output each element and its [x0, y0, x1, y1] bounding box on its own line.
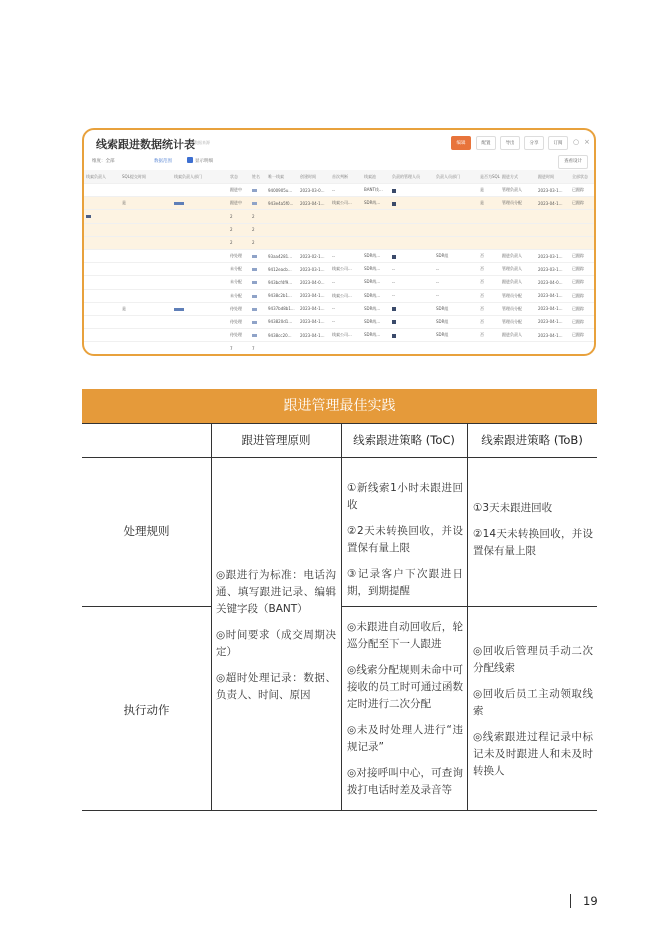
column-header[interactable]: 负责的管理人员	[390, 170, 434, 184]
redacted-manager	[392, 255, 396, 259]
table-cell	[120, 210, 172, 223]
table-cell: 已跟踪	[570, 289, 596, 302]
table-cell: 2023-04-1...	[298, 302, 330, 315]
redacted-name	[252, 321, 257, 324]
table-cell	[120, 236, 172, 249]
toc-action: ◎对接呼叫中心，可查询拨打电话时差及录音等	[347, 767, 463, 796]
table-cell	[120, 289, 172, 302]
table-cell: 2023-04-0...	[298, 276, 330, 289]
table-cell: SDR线...	[362, 249, 390, 262]
table-cell: 是	[120, 197, 172, 210]
table-cell	[434, 197, 478, 210]
table-cell	[536, 236, 570, 249]
table-cell	[390, 184, 434, 197]
tob-actions-cell	[473, 643, 593, 789]
table-row[interactable]	[84, 289, 596, 302]
table-row[interactable]	[84, 302, 596, 315]
table-cell: 2023-04-1...	[298, 197, 330, 210]
principle-item: ◎超时处理记录：数据、负责人、时间、原因	[216, 672, 336, 701]
column-header[interactable]: 全部状态	[570, 170, 596, 184]
table-cell: 2023-04-1...	[536, 197, 570, 210]
table-cell: 93aa4281...	[266, 249, 298, 262]
redacted-manager	[392, 320, 396, 324]
table-cell	[478, 342, 500, 355]
table-cell	[250, 276, 266, 289]
table-cell: 是	[478, 184, 500, 197]
redacted-manager	[392, 334, 396, 338]
table-cell	[478, 210, 500, 223]
table-row[interactable]	[84, 276, 596, 289]
table-cell	[298, 210, 330, 223]
table-cell	[84, 289, 120, 302]
table-cell: 跟进中	[228, 184, 250, 197]
table-cell: 是	[478, 197, 500, 210]
table-cell	[120, 263, 172, 276]
table-cell	[120, 315, 172, 328]
table-cell	[298, 342, 330, 355]
table-cell: 待处理	[228, 249, 250, 262]
table-cell	[266, 236, 298, 249]
table-cell: 否	[478, 263, 500, 276]
column-header[interactable]: 状态	[228, 170, 250, 184]
table-cell	[478, 236, 500, 249]
table-cell	[84, 263, 120, 276]
report-table	[84, 170, 596, 355]
table-cell	[84, 184, 120, 197]
share-button[interactable]: 分享	[524, 136, 544, 150]
table-row[interactable]	[84, 249, 596, 262]
show-detail-label: 显示明细	[195, 159, 213, 164]
table-cell: 943820d1...	[266, 315, 298, 328]
table-cell	[84, 249, 120, 262]
table-cell	[172, 276, 228, 289]
table-cell	[120, 276, 172, 289]
table-cell	[570, 210, 596, 223]
table-cell	[330, 223, 362, 236]
toc-rule: ③记录客户下次跟进日期，到期提醒	[347, 568, 463, 597]
table-cell: 否	[478, 289, 500, 302]
redacted-department	[174, 202, 184, 205]
column-header[interactable]: 负责人员部门	[434, 170, 478, 184]
table-cell: SDR线...	[362, 289, 390, 302]
table-cell	[250, 249, 266, 262]
table-cell: 已跟踪	[570, 302, 596, 315]
table-cell	[390, 249, 434, 262]
table-cell: 9437bd8b1...	[266, 302, 298, 315]
table-cell	[362, 236, 390, 249]
table-cell: SDR组	[434, 302, 478, 315]
table-cell: 2	[250, 210, 266, 223]
table-cell: 7	[250, 342, 266, 355]
report-screenshot	[82, 128, 596, 356]
table-row[interactable]	[84, 236, 596, 249]
table-cell: 已跟踪	[570, 197, 596, 210]
column-header[interactable]: SQL提交时间	[120, 170, 172, 184]
table-cell	[84, 329, 120, 342]
table-row[interactable]	[84, 315, 596, 328]
redacted-name	[252, 334, 257, 337]
table-cell: 2023-04-1...	[298, 329, 330, 342]
refresh-icon[interactable]: ○	[573, 138, 580, 146]
table-cell: 2	[228, 223, 250, 236]
table-cell: 2023-04-1...	[536, 329, 570, 342]
table-cell: 否	[478, 276, 500, 289]
table-cell: 已跟踪	[570, 263, 596, 276]
table-cell	[172, 263, 228, 276]
column-header[interactable]: 唯一线索	[266, 170, 298, 184]
table-row[interactable]	[84, 197, 596, 210]
tob-action: ◎回收后员工主动领取线索	[473, 688, 593, 717]
table-cell: 否	[478, 329, 500, 342]
column-header[interactable]: 创建时间	[298, 170, 330, 184]
table-cell: SDR线...	[362, 263, 390, 276]
table-cell: 已跟踪	[570, 276, 596, 289]
table-cell: 2023-04-1...	[298, 289, 330, 302]
table-cell: 2023-02-1...	[298, 249, 330, 262]
column-header[interactable]: 姓名	[250, 170, 266, 184]
table-cell	[172, 184, 228, 197]
table-cell: 线索公司...	[330, 197, 362, 210]
table-cell	[330, 342, 362, 355]
table-cell: BANT线...	[362, 184, 390, 197]
table-cell	[390, 342, 434, 355]
table-cell	[500, 342, 536, 355]
table-cell: 2023-04-1...	[536, 289, 570, 302]
table-cell	[84, 197, 120, 210]
table-cell	[172, 329, 228, 342]
table-cell	[390, 197, 434, 210]
table-cell: --	[390, 276, 434, 289]
table-row[interactable]	[84, 210, 596, 223]
redacted-name	[252, 308, 257, 311]
table-cell: 跟进负责人	[500, 329, 536, 342]
table-cell: SDR线...	[362, 197, 390, 210]
redacted-manager	[392, 202, 396, 206]
best-practice-title: 跟进管理最佳实践	[82, 389, 597, 423]
table-cell	[120, 249, 172, 262]
page-number: 19	[583, 894, 598, 908]
table-cell: 否	[478, 249, 500, 262]
row-rules-label: 处理规则	[123, 524, 170, 538]
table-cell: SDR组	[434, 315, 478, 328]
table-cell	[120, 184, 172, 197]
table-cell	[434, 184, 478, 197]
redacted-manager	[392, 307, 396, 311]
table-cell: 否	[478, 302, 500, 315]
table-cell: 是	[120, 302, 172, 315]
table-cell: SDR线...	[362, 315, 390, 328]
table-cell	[120, 342, 172, 355]
table-cell	[172, 236, 228, 249]
table-cell	[570, 236, 596, 249]
table-cell	[390, 302, 434, 315]
table-cell	[266, 223, 298, 236]
table-cell	[172, 302, 228, 315]
table-cell	[390, 329, 434, 342]
table-cell	[478, 223, 500, 236]
filter-dimension[interactable]: 维度：全部	[92, 159, 115, 164]
column-header[interactable]: 线索负责人	[84, 170, 120, 184]
table-cell	[500, 223, 536, 236]
table-cell: SDR线...	[362, 329, 390, 342]
table-cell: 已跟踪	[570, 184, 596, 197]
table-cell	[500, 210, 536, 223]
table-cell	[536, 342, 570, 355]
data-range-button[interactable]: 数据范围	[154, 159, 172, 164]
toc-rules-cell	[347, 480, 463, 609]
table-cell	[536, 223, 570, 236]
report-subtitle: 数据来源	[194, 140, 210, 145]
table-cell	[390, 223, 434, 236]
table-cell: 7	[228, 342, 250, 355]
table-cell: 943bcf4f9...	[266, 276, 298, 289]
table-cell	[250, 289, 266, 302]
table-cell: 跟进负责人	[500, 276, 536, 289]
table-cell: 9438c2b1...	[266, 289, 298, 302]
table-cell	[84, 276, 120, 289]
table-cell: --	[434, 263, 478, 276]
table-cell	[250, 197, 266, 210]
table-cell	[330, 210, 362, 223]
table-cell: 跟进负责人	[500, 249, 536, 262]
table-row[interactable]	[84, 184, 596, 197]
table-cell	[250, 263, 266, 276]
table-cell: 943e4a5f0...	[266, 197, 298, 210]
config-button[interactable]: 配置	[476, 136, 496, 150]
table-cell: 2	[228, 236, 250, 249]
table-cell	[84, 236, 120, 249]
column-header[interactable]: 线索池	[362, 170, 390, 184]
table-cell	[500, 236, 536, 249]
table-cell: 跟进中	[228, 197, 250, 210]
table-cell	[536, 210, 570, 223]
table-cell: --	[330, 249, 362, 262]
table-cell	[172, 249, 228, 262]
table-cell: 9438cc20...	[266, 329, 298, 342]
table-cell: 2023-03-1...	[298, 263, 330, 276]
toc-action: ◎未及时处理人进行“违规记录”	[347, 724, 463, 753]
table-cell: 已跟踪	[570, 329, 596, 342]
table-cell	[172, 223, 228, 236]
column-header[interactable]: 跟进时间	[536, 170, 570, 184]
edit-button[interactable]: 编辑	[451, 136, 471, 150]
show-detail-checkbox[interactable]	[187, 157, 193, 163]
table-cell: 已跟踪	[570, 315, 596, 328]
principle-cell	[216, 567, 336, 713]
table-cell	[330, 236, 362, 249]
table-cell: 管理负责人	[500, 184, 536, 197]
table-cell	[250, 184, 266, 197]
toc-rule: ①新线索1小时未跟进回收	[347, 482, 463, 511]
table-cell: --	[330, 276, 362, 289]
table-cell	[172, 197, 228, 210]
table-cell	[266, 210, 298, 223]
table-cell	[120, 223, 172, 236]
toc-action: ◎线索分配规则未命中可接收的员工时可通过函数定时进行二次分配	[347, 664, 463, 710]
table-cell: 已跟踪	[570, 249, 596, 262]
table-cell: 管理员分配	[500, 197, 536, 210]
column-header[interactable]: 首次判断	[330, 170, 362, 184]
table-cell	[172, 315, 228, 328]
table-row[interactable]	[84, 342, 596, 355]
toc-actions-cell	[347, 619, 463, 808]
subscribe-button[interactable]: 订阅	[548, 136, 568, 150]
table-cell: 2023-03-1...	[536, 263, 570, 276]
table-cell: 待处理	[228, 315, 250, 328]
table-cell: 2023-03-0...	[298, 184, 330, 197]
principle-item: ◎跟进行为标准：电话沟通、填写跟进记录、编辑关键字段（BANT）	[216, 569, 336, 615]
table-cell	[172, 342, 228, 355]
table-cell: 线索公司...	[330, 289, 362, 302]
table-cell	[570, 342, 596, 355]
table-cell	[434, 223, 478, 236]
table-cell	[390, 210, 434, 223]
table-cell: --	[434, 289, 478, 302]
table-cell: 管理员分配	[500, 289, 536, 302]
table-cell: 未分配	[228, 289, 250, 302]
table-cell: SDR组	[434, 249, 478, 262]
table-cell	[362, 210, 390, 223]
table-row[interactable]	[84, 263, 596, 276]
table-cell	[250, 315, 266, 328]
table-cell	[84, 223, 120, 236]
table-cell: 2023-04-1...	[536, 315, 570, 328]
table-cell: 2023-03-1...	[536, 249, 570, 262]
table-cell: 2023-03-1...	[536, 184, 570, 197]
redacted-department	[174, 308, 184, 311]
column-header[interactable]: 是否为SQL	[478, 170, 500, 184]
table-cell	[84, 342, 120, 355]
table-cell: 2	[250, 223, 266, 236]
table-cell	[362, 342, 390, 355]
table-cell	[298, 223, 330, 236]
table-cell	[390, 236, 434, 249]
table-cell	[434, 210, 478, 223]
close-icon[interactable]: ×	[584, 138, 590, 146]
table-cell: 管理负责人	[500, 263, 536, 276]
row-actions-label: 执行动作	[123, 703, 170, 717]
table-cell: --	[330, 315, 362, 328]
table-cell	[266, 342, 298, 355]
table-cell: 9400905u...	[266, 184, 298, 197]
table-cell	[172, 210, 228, 223]
table-cell: SDR线...	[362, 302, 390, 315]
column-toc: 线索跟进策略 (ToC)	[353, 433, 455, 447]
table-cell: 否	[478, 315, 500, 328]
table-row[interactable]	[84, 223, 596, 236]
redacted-name	[252, 202, 257, 205]
table-cell	[172, 289, 228, 302]
table-cell	[84, 210, 120, 223]
column-principle: 跟进管理原则	[241, 433, 311, 447]
table-row[interactable]	[84, 329, 596, 342]
toc-rule: ②2天未转换回收，并设置保有量上限	[347, 525, 463, 554]
table-cell: 线索公司...	[330, 329, 362, 342]
tob-rule: ①3天未跟进回收	[473, 502, 553, 514]
redacted-name	[252, 281, 257, 284]
tob-rule: ②14天未转换回收，并设置保有量上限	[473, 528, 593, 557]
table-cell: 9412eacb...	[266, 263, 298, 276]
principle-item: ◎时间要求（成交周期决定）	[216, 629, 336, 658]
table-cell: --	[390, 263, 434, 276]
table-cell: 管理员分配	[500, 315, 536, 328]
table-cell: SDR线...	[362, 276, 390, 289]
settings-button[interactable]: 查看设计	[558, 155, 588, 169]
table-cell: 待处理	[228, 329, 250, 342]
table-cell: 2	[250, 236, 266, 249]
best-practice-table	[82, 423, 597, 811]
toc-action: ◎未跟进自动回收后，轮巡分配至下一人跟进	[347, 621, 463, 650]
tob-rules-cell	[473, 500, 593, 569]
table-cell: 2023-04-1...	[536, 302, 570, 315]
column-tob: 线索跟进策略 (ToB)	[481, 433, 583, 447]
column-header[interactable]: 线索负责人部门	[172, 170, 228, 184]
table-cell	[570, 223, 596, 236]
table-cell: 2023-04-1...	[298, 315, 330, 328]
table-cell	[250, 329, 266, 342]
tob-action: ◎回收后管理员手动二次分配线索	[473, 645, 593, 674]
table-cell	[84, 302, 120, 315]
table-cell	[434, 236, 478, 249]
export-button[interactable]: 导出	[500, 136, 520, 150]
table-cell: 管理员分配	[500, 302, 536, 315]
table-cell: 2	[228, 210, 250, 223]
tob-action: ◎线索跟进过程记录中标记未及时跟进人和未及时转换人	[473, 731, 593, 777]
table-cell: 2023-04-0...	[536, 276, 570, 289]
table-cell	[250, 302, 266, 315]
redacted-manager	[392, 189, 396, 193]
report-title: 线索跟进数据统计表	[96, 138, 195, 151]
table-cell	[362, 223, 390, 236]
table-cell: --	[390, 289, 434, 302]
table-cell: --	[330, 302, 362, 315]
table-cell: --	[330, 184, 362, 197]
table-cell: SDR组	[434, 329, 478, 342]
table-cell	[298, 236, 330, 249]
redacted-name	[252, 295, 257, 298]
table-cell	[84, 315, 120, 328]
table-cell: 待处理	[228, 302, 250, 315]
redacted-name	[252, 268, 257, 271]
redacted-name	[252, 255, 257, 258]
table-cell: 线索公司...	[330, 263, 362, 276]
page-divider	[570, 894, 571, 908]
redacted-owner	[86, 215, 91, 218]
table-cell: 未分配	[228, 276, 250, 289]
table-cell	[120, 329, 172, 342]
table-cell: 未分配	[228, 263, 250, 276]
column-header[interactable]: 跟进方式	[500, 170, 536, 184]
table-cell	[390, 315, 434, 328]
table-cell: --	[434, 276, 478, 289]
table-cell	[434, 342, 478, 355]
redacted-name	[252, 189, 257, 192]
